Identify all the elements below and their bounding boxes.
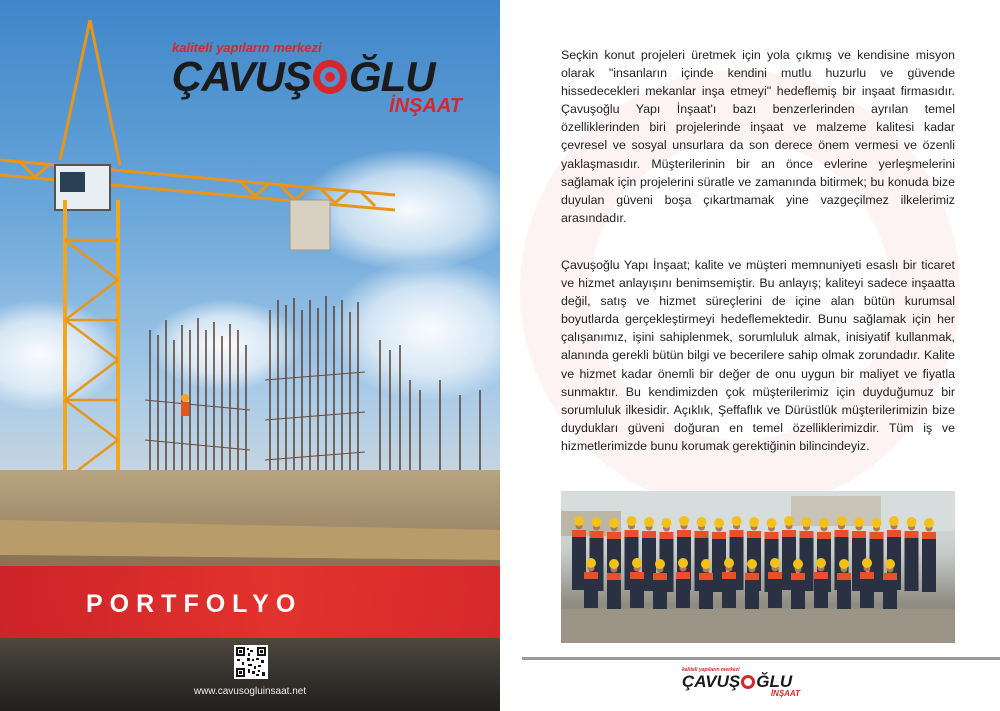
footer-logo-name-left: ÇAVUŞ [682, 672, 741, 691]
logo-subtitle: İNŞAAT [389, 95, 462, 117]
footer-divider [522, 657, 1000, 660]
company-logo [172, 40, 472, 118]
logo-ring-icon [313, 60, 347, 94]
intro-paragraph: Seçkin konut projeleri üretmek için yola çıkmış ve kendisine misyon olarak "insanların içinde kendini mutlu huzurlu ve güvende hissedecekleri mekanlar inşa etmeyi" hedeflemiş bir inşaat firmasıdır. Çavuşoğlu Yapı İnşaat'ı bazı benzerlerinden ayrılan temel özelliklerinden biri projelerinde inşaat ve malzeme kalitesi kadar çevresel ve sosyal unsurlara da son derece önem vermesi ve özenli yaklaşmasıdır. Müşterilerinin bir an önce evlerine yerleşmelerini sağlamak için projelerini süratle ve zamanında bitirmek; bu konuda bize duyulan güveni boşa çıkartmamak yine vazgeçilmez ilkelerimiz arasındadır. [561, 48, 955, 225]
qr-code-icon[interactable] [234, 645, 268, 679]
logo-tagline: kaliteli yapıların merkezi [172, 40, 322, 55]
footer-logo-ring-icon [741, 675, 755, 689]
logo-name [172, 55, 472, 99]
footer-logo [682, 667, 802, 698]
footer-logo-subtitle: İNŞAAT [770, 689, 800, 698]
team-photo [561, 491, 955, 643]
logo-name-left: ÇAVUŞ [172, 53, 311, 100]
website-link[interactable]: www.cavusogluinsaat.net [193, 686, 307, 697]
footer-logo-name-right: ĞLU [756, 672, 793, 691]
logo-name-right: ĞLU [348, 53, 435, 100]
portfolio-title: PORTFOLYO [86, 590, 303, 618]
footer-logo-tagline: kaliteli yapıların merkezi [682, 667, 740, 673]
quality-paragraph: Çavuşoğlu Yapı İnşaat; kalite ve müşteri memnuniyeti esaslı bir ticaret ve hizmet anlayışını benimsemiştir. Bu anlayış; kaliteyi sadece inşaatta değil, satış ve hizmet süreçlerini de içine alan bütün kurumsal boyutlarda gerçekleştirmeyi hedeflemektedir. Bunu sağlamak için her çalışanımız, işini sahiplenmek, sorumluluk almak, inisiyatif kullanmak, alanında gerekli bütün bilgi ve becerilere sahip olmak zorundadır. Kalite ve hizmet kadar önemli bir değer de onu uygun bir maliyet ve fiyatla sunmaktır. Bu kendimizden çok müşterilerimiz için duyduğumuz bir sorumluluk ilkesidir. Açıklık, Şeffaflık ve Dürüstlük müşterilerimizin bize duydukları güveni doğuran en temel özelliklerimizdir. Tüm iş ve hizmetlerimizde bunu korumak gerektiğinin bilincindeyiz. [561, 258, 955, 453]
team-photo-illustration [561, 491, 955, 643]
